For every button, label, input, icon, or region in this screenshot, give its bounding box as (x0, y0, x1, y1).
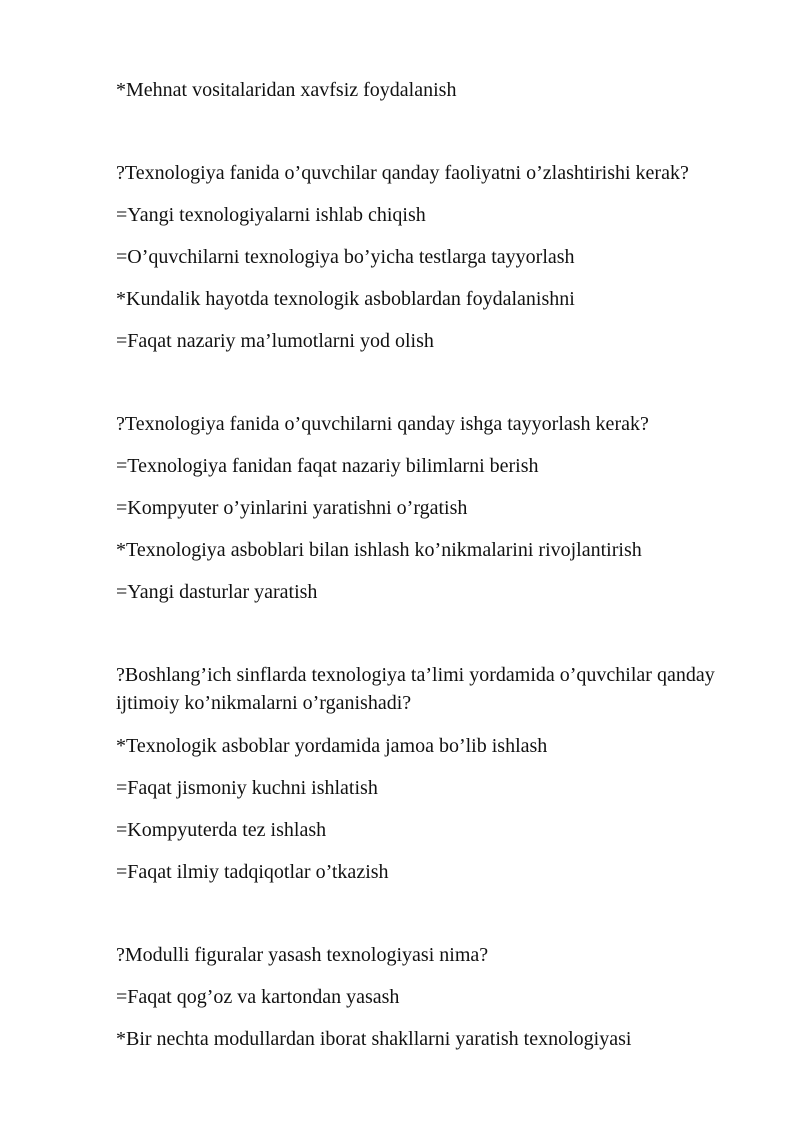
answer-line: *Mehnat vositalaridan xavfsiz foydalanish (116, 79, 457, 101)
option-line: *Texnologiya asboblari bilan ishlash ko’nikmalarini rivojlantirish (116, 539, 642, 561)
question-line: ?Boshlang’ich sinflarda texnologiya ta’limi yordamida o’quvchilar qanday ijtimoiy ko’nikmalarni o’rganishadi? (116, 664, 715, 714)
option-line: =Faqat nazariy ma’lumotlarni yod olish (116, 330, 434, 352)
option-line: *Kundalik hayotda texnologik asboblardan foydalanishni (116, 288, 575, 310)
option-line: =Faqat ilmiy tadqiqotlar o’tkazish (116, 861, 389, 883)
question-line: ?Texnologiya fanida o’quvchilarni qanday ishga tayyorlash kerak? (116, 413, 649, 435)
option-line: =O’quvchilarni texnologiya bo’yicha testlarga tayyorlash (116, 246, 575, 268)
option-line: =Faqat jismoniy kuchni ishlatish (116, 777, 378, 799)
option-line: =Yangi texnologiyalarni ishlab chiqish (116, 204, 426, 226)
option-line: =Kompyuter o’yinlarini yaratishni o’rgatish (116, 497, 468, 519)
option-line: *Bir nechta modullardan iborat shakllarni yaratish texnologiyasi (116, 1028, 632, 1050)
question-line: ?Texnologiya fanida o’quvchilar qanday faoliyatni o’zlashtirishi kerak? (116, 162, 689, 184)
option-line: =Faqat qog’oz va kartondan yasash (116, 986, 400, 1008)
option-line: =Kompyuterda tez ishlash (116, 819, 327, 841)
option-line: *Texnologik asboblar yordamida jamoa bo’lib ishlash (116, 735, 548, 757)
option-line: =Yangi dasturlar yaratish (116, 581, 318, 603)
question-line: ?Modulli figuralar yasash texnologiyasi nima? (116, 944, 489, 966)
option-line: =Texnologiya fanidan faqat nazariy bilimlarni berish (116, 455, 539, 477)
